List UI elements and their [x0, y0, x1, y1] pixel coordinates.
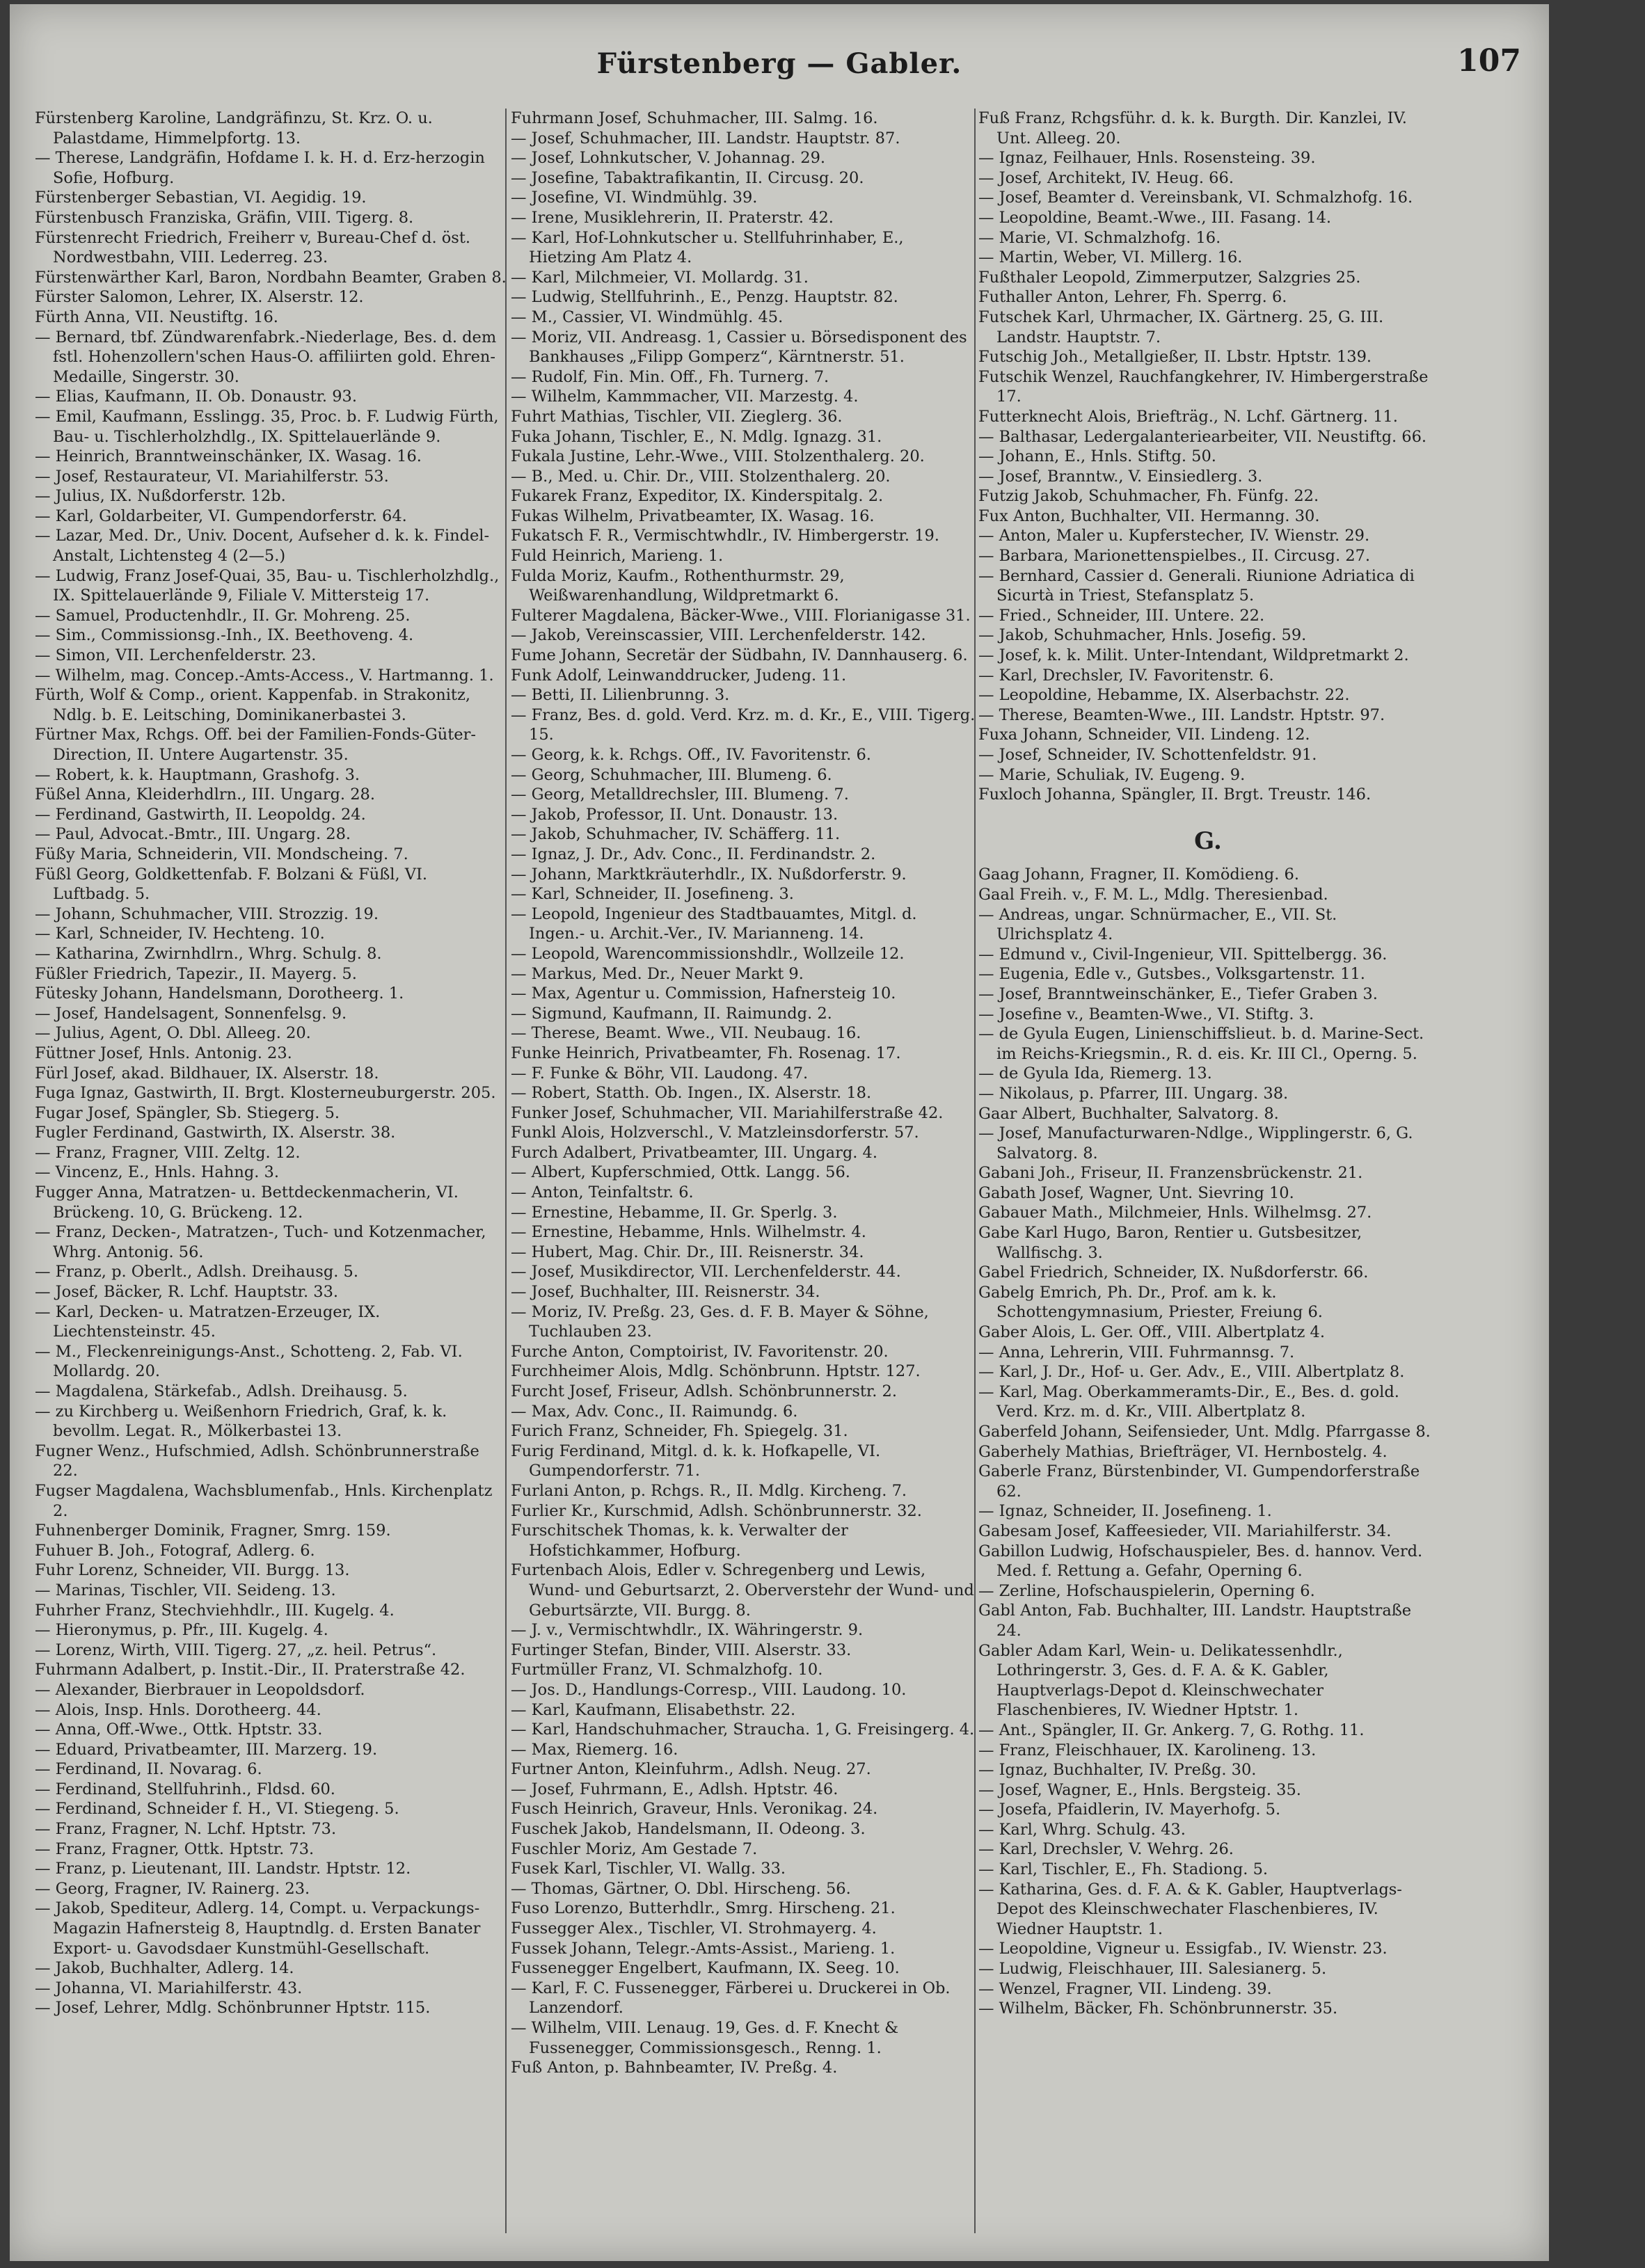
directory-entry: — Betti, II. Lilienbrunng. 3. [511, 686, 730, 705]
directory-entry: — Irene, Musiklehrerin, II. Praterstr. 42. [511, 208, 834, 227]
directory-entry: — Jakob, Spediteur, Adlerg. 14, Compt. u. Verpackungs-Magazin Hafnersteig 8, Hauptndlg. d. Ersten Banater Export- u. Gavodsdaer Kunstmühl-Gesellschaft. [35, 1899, 481, 1958]
directory-entry: — Anna, Lehrerin, VIII. Fuhrmannsg. 7. [978, 1343, 1295, 1361]
directory-entry: — Leopold, Warencommissionshdlr., Wollzeile 12. [511, 944, 905, 963]
directory-entry: — Jakob, Professor, II. Unt. Donaustr. 13. [511, 805, 839, 824]
directory-entry: Gabath Josef, Wagner, Unt. Sievring 10. [978, 1183, 1294, 1202]
directory-entry: Funk Adolf, Leinwanddrucker, Judeng. 11. [511, 666, 847, 685]
directory-entry: — Wenzel, Fragner, VII. Lindeng. 39. [978, 1979, 1272, 1998]
directory-entry: Fugler Ferdinand, Gastwirth, IX. Alserstr. 38. [35, 1124, 396, 1142]
directory-entry: Fukala Justine, Lehr.-Wwe., VIII. Stolzenthalerg. 20. [511, 447, 925, 466]
directory-entry: — Josefine, VI. Windmühlg. 39. [511, 189, 758, 207]
directory-entry: — Karl, F. C. Fussenegger, Färberei u. Druckerei in Ob. Lanzendorf. [511, 1979, 951, 2018]
directory-entry: — Max, Riemerg. 16. [511, 1740, 678, 1759]
directory-entry: — Heinrich, Branntweinschänker, IX. Wasag. 16. [35, 447, 422, 466]
directory-entry: — Bernhard, Cassier d. Generali. Riunione Adriatica di Sicurtà in Triest, Stefansplatz 5. [978, 566, 1415, 605]
directory-entry: — zu Kirchberg u. Weißenhorn Friedrich, Graf, k. k. bevollm. Legat. R., Mölkerbastei 13. [35, 1402, 447, 1441]
directory-entry: Fugger Anna, Matratzen- u. Bettdeckenmacherin, VI. Brückeng. 10, G. Brückeng. 12. [35, 1183, 459, 1222]
directory-entry: Fuß Franz, Rchgsführ. d. k. k. Burgth. Dir. Kanzlei, IV. Unt. Alleeg. 20. [978, 109, 1407, 147]
directory-entry: — Josef, Buchhalter, III. Reisnerstr. 34. [511, 1283, 820, 1302]
directory-entry: Fuka Johann, Tischler, E., N. Mdlg. Ignazg. 31. [511, 427, 882, 446]
directory-entry: — Josef, Bäcker, R. Lchf. Hauptstr. 33. [35, 1283, 339, 1302]
directory-entry: — Ignaz, J. Dr., Adv. Conc., II. Ferdinandstr. 2. [511, 845, 876, 863]
directory-entry: — Alexander, Bierbrauer in Leopoldsdorf. [35, 1680, 365, 1699]
directory-entry: — Therese, Beamten-Wwe., III. Landstr. Hptstr. 97. [978, 705, 1385, 724]
directory-entry: Fürstenwärther Karl, Baron, Nordbahn Beamter, Graben 8. [35, 268, 507, 287]
directory-entry: — Karl, Goldarbeiter, VI. Gumpendorferstr. 64. [35, 506, 407, 525]
directory-entry: — Franz, p. Oberlt., Adlsh. Dreihausg. 5. [35, 1263, 359, 1281]
directory-entry: Furtmüller Franz, VI. Schmalzhofg. 10. [511, 1661, 823, 1679]
directory-entry: Furich Franz, Schneider, Fh. Spiegelg. 31. [511, 1422, 848, 1441]
directory-entry: — Johann, Schuhmacher, VIII. Strozzig. 19. [35, 904, 379, 923]
directory-entry: — Leopoldine, Beamt.-Wwe., III. Fasang. 14. [978, 208, 1332, 227]
directory-entry: Fürstenrecht Friedrich, Freiherr v, Bureau-Chef d. öst. Nordwestbahn, VIII. Lederreg. 23. [35, 228, 471, 267]
directory-entry: — Karl, Tischler, E., Fh. Stadiong. 5. [978, 1860, 1269, 1879]
directory-entry: Fürster Salomon, Lehrer, IX. Alserstr. 12. [35, 288, 364, 307]
directory-entry: — Wilhelm, mag. Concep.-Amts-Access., V. Hartmanng. 1. [35, 666, 494, 685]
column-1 [35, 109, 508, 2244]
directory-entry: — Paul, Advocat.-Bmtr., III. Ungarg. 28. [35, 825, 351, 844]
directory-entry: — Ludwig, Franz Josef-Quai, 35, Bau- u. Tischlerholzhdlg., IX. Spittelauerlände 9, Filiale V. Mittersteig 17. [35, 566, 500, 605]
directory-entry: — Rudolf, Fin. Min. Off., Fh. Turnerg. 7. [511, 367, 829, 386]
directory-entry: Fume Johann, Secretär der Südbahn, IV. Dannhauserg. 6. [511, 646, 968, 665]
directory-entry: Fuhrt Mathias, Tischler, VII. Zieglerg. 36. [511, 407, 843, 426]
directory-entry: Futhaller Anton, Lehrer, Fh. Sperrg. 6. [978, 288, 1287, 307]
directory-entry: — Nikolaus, p. Pfarrer, III. Ungarg. 38. [978, 1084, 1289, 1103]
directory-entry: Fürth, Wolf & Comp., orient. Kappenfab. in Strakonitz, Ndlg. b. E. Leitsching, Dominikanerbastei 3. [35, 686, 470, 724]
directory-entry: — Karl, Schneider, IV. Hechteng. 10. [35, 925, 325, 943]
directory-entry: — Sigmund, Kaufmann, II. Raimundg. 2. [511, 1004, 832, 1023]
directory-entry: — Franz, p. Lieutenant, III. Landstr. Hptstr. 12. [35, 1860, 411, 1878]
directory-entry: — Josef, Manufacturwaren-Ndlge., Wipplingerstr. 6, G. Salvatorg. 8. [978, 1124, 1413, 1163]
directory-entry: Furig Ferdinand, Mitgl. d. k. k. Hofkapelle, VI. Gumpendorferstr. 71. [511, 1442, 881, 1480]
directory-entry: — Georg, Metalldrechsler, III. Blumeng. 7. [511, 785, 849, 804]
directory-entry: — Jakob, Vereinscassier, VIII. Lerchenfelderstr. 142. [511, 626, 926, 645]
directory-entry: Gabl Anton, Fab. Buchhalter, III. Landstr. Hauptstraße 24. [978, 1602, 1412, 1640]
directory-entry: — Karl, Mag. Oberkammeramts-Dir., E., Bes. d. gold. Verd. Krz. m. d. Kr., VIII. Albertplatz 8. [978, 1382, 1399, 1421]
directory-entry: Fuhnenberger Dominik, Fragner, Smrg. 159. [35, 1522, 391, 1540]
directory-entry: Fux Anton, Buchhalter, VII. Hermanng. 30. [978, 506, 1320, 525]
directory-entry: — Ernestine, Hebamme, Hnls. Wilhelmstr. 4. [511, 1223, 866, 1242]
directory-entry: — Ferdinand, Stellfuhrinh., Fldsd. 60. [35, 1780, 335, 1798]
directory-entry: Fuld Heinrich, Marieng. 1. [511, 547, 724, 566]
directory-entry: — Ignaz, Feilhauer, Hnls. Rosensteing. 39. [978, 149, 1316, 168]
directory-entry: Fuhrmann Adalbert, p. Instit.-Dir., II. Praterstraße 42. [35, 1661, 466, 1679]
directory-entry: Fukarek Franz, Expeditor, IX. Kinderspitalg. 2. [511, 487, 884, 506]
directory-entry: — Eugenia, Edle v., Gutsbes., Volksgartenstr. 11. [978, 965, 1365, 984]
directory-entry: Fussek Johann, Telegr.-Amts-Assist., Marieng. 1. [511, 1939, 896, 1958]
directory-entry: Fukatsch F. R., Vermischtwhdlr., IV. Himbergerstr. 19. [511, 527, 939, 545]
directory-entry: Fusek Karl, Tischler, VI. Wallg. 33. [511, 1860, 786, 1878]
directory-entry: Fürtner Max, Rchgs. Off. bei der Familien-Fonds-Güter-Direction, II. Untere Augartenstr. 35. [35, 726, 476, 764]
directory-entry: — Moriz, VII. Andreasg. 1, Cassier u. Börsedisponent des Bankhauses „Filipp Gomperz“, Kärntnerstr. 51. [511, 328, 967, 367]
section-heading: G. [1194, 826, 1222, 855]
directory-entry: Fuhrher Franz, Stechviehhdlr., III. Kugelg. 4. [35, 1601, 395, 1620]
directory-entry: — Josefa, Pfaidlerin, IV. Mayerhofg. 5. [978, 1800, 1281, 1819]
directory-entry: — Lazar, Med. Dr., Univ. Docent, Aufseher d. k. k. Findel-Anstalt, Lichtensteg 4 (2—5.) [35, 527, 490, 566]
directory-entry: — Ferdinand, Schneider f. H., VI. Stiegeng. 5. [35, 1800, 399, 1819]
directory-entry: Gabelg Emrich, Ph. Dr., Prof. am k. k. Schottengymnasium, Priester, Freiung 6. [978, 1283, 1323, 1322]
directory-entry: — Magdalena, Stärkefab., Adlsh. Dreihausg. 5. [35, 1382, 408, 1400]
directory-entry: — Georg, k. k. Rchgs. Off., IV. Favoritenstr. 6. [511, 746, 871, 764]
directory-entry: — Wilhelm, VIII. Lenaug. 19, Ges. d. F. Knecht & Fussenegger, Commissionsgesch., Renng. 1. [511, 2019, 899, 2057]
directory-entry: Füßler Friedrich, Tapezir., II. Mayerg. 5. [35, 964, 357, 983]
directory-entry: — Karl, Milchmeier, VI. Mollardg. 31. [511, 268, 809, 287]
directory-entry: — Sim., Commissionsg.-Inh., IX. Beethoveng. 4. [35, 626, 414, 645]
directory-entry: — Edmund v., Civil-Ingenieur, VII. Spittelbergg. 36. [978, 945, 1388, 964]
directory-entry: — Thomas, Gärtner, O. Dbl. Hirscheng. 56. [511, 1879, 851, 1898]
directory-entry: — Marie, VI. Schmalzhofg. 16. [978, 228, 1221, 247]
directory-entry: Fuhuer B. Joh., Fotograf, Adlerg. 6. [35, 1541, 315, 1560]
directory-entry: Fusch Heinrich, Graveur, Hnls. Veronikag. 24. [511, 1800, 878, 1819]
directory-entry: Furchheimer Alois, Mdlg. Schönbrunn. Hptstr. 127. [511, 1362, 921, 1381]
directory-entry: — Albert, Kupferschmied, Ottk. Langg. 56. [511, 1163, 850, 1182]
directory-entry: — Ignaz, Buchhalter, IV. Preßg. 30. [978, 1761, 1257, 1780]
directory-entry: — Balthasar, Ledergalanteriearbeiter, VII. Neustiftg. 66. [978, 427, 1427, 446]
directory-entry: — Josef, Lehrer, Mdlg. Schönbrunner Hptstr. 115. [35, 1999, 431, 2018]
directory-entry: Funke Heinrich, Privatbeamter, Fh. Rosenag. 17. [511, 1044, 901, 1062]
directory-entry: — Georg, Schuhmacher, III. Blumeng. 6. [511, 765, 832, 784]
directory-entry: — Vincenz, E., Hnls. Hahng. 3. [35, 1163, 279, 1182]
directory-entry: — Leopoldine, Hebamme, IX. Alserbachstr. 22. [978, 686, 1350, 705]
directory-entry: Gabel Friedrich, Schneider, IX. Nußdorferstr. 66. [978, 1263, 1369, 1282]
directory-entry: — Josef, Beamter d. Vereinsbank, VI. Schmalzhofg. 16. [978, 189, 1413, 207]
directory-entry: — Karl, Kaufmann, Elisabethstr. 22. [511, 1700, 796, 1719]
directory-entry: — Franz, Decken-, Matratzen-, Tuch- und Kotzenmacher, Whrg. Antonig. 56. [35, 1223, 486, 1261]
directory-entry: Fuxloch Johanna, Spängler, II. Brgt. Treustr. 146. [978, 785, 1372, 804]
directory-entry: — M., Fleckenreinigungs-Anst., Schotteng. 2, Fab. VI. Mollardg. 20. [35, 1342, 463, 1381]
directory-entry: — Robert, Statth. Ob. Ingen., IX. Alserstr. 18. [511, 1084, 872, 1103]
directory-entry: — Josef, Architekt, IV. Heug. 66. [978, 168, 1234, 187]
directory-entry: Gabauer Math., Milchmeier, Hnls. Wilhelmsg. 27. [978, 1204, 1372, 1222]
directory-entry: — Leopoldine, Vigneur u. Essigfab., IV. Wienstr. 23. [978, 1940, 1388, 1958]
directory-entry: — Moriz, IV. Preßg. 23, Ges. d. F. B. Mayer & Söhne, Tuchlauben 23. [511, 1302, 929, 1341]
directory-entry: Fuga Ignaz, Gastwirth, II. Brgt. Klosterneuburgerstr. 205. [35, 1084, 496, 1103]
directory-entry: Fürth Anna, VII. Neustiftg. 16. [35, 308, 278, 326]
directory-entry: Fürstenberg Karoline, Landgräfinzu, St. Krz. O. u. Palastdame, Himmelpfortg. 13. [35, 109, 433, 147]
directory-entry: Furcht Josef, Friseur, Adlsh. Schönbrunnerstr. 2. [511, 1382, 897, 1400]
directory-entry: Gabesam Josef, Kaffeesieder, VII. Mariahilferstr. 34. [978, 1522, 1392, 1540]
directory-entry: Gabillon Ludwig, Hofschauspieler, Bes. d. hannov. Verd. Med. f. Rettung a. Gefahr, Operning 6. [978, 1542, 1423, 1581]
directory-entry: — Wilhelm, Kammmacher, VII. Marzestg. 4. [511, 388, 859, 406]
directory-entry: — Julius, Agent, O. Dbl. Alleeg. 20. [35, 1024, 311, 1043]
directory-entry: — Josef, Schuhmacher, III. Landstr. Hauptstr. 87. [511, 129, 900, 147]
directory-entry: Furtenbach Alois, Edler v. Schregenberg und Lewis, Wund- und Geburtsarzt, 2. Oberverstehr der Wund- und Geburtsärzte, VII. Burgg. 8. [511, 1561, 974, 1620]
directory-entry: — Andreas, ungar. Schnürmacher, E., VII. St. Ulrichsplatz 4. [978, 905, 1337, 944]
column-2 [511, 109, 976, 2244]
directory-entry: Gaber Alois, L. Ger. Off., VIII. Albertplatz 4. [978, 1323, 1325, 1342]
column-3 [978, 109, 1438, 2244]
directory-entry: Gabe Karl Hugo, Baron, Rentier u. Gutsbesitzer, Wallfischg. 3. [978, 1224, 1362, 1262]
directory-entry: Furlier Kr., Kurschmid, Adlsh. Schönbrunnerstr. 32. [511, 1501, 922, 1520]
directory-entry: Füßy Maria, Schneiderin, VII. Mondscheing. 7. [35, 845, 408, 863]
directory-entry: — Jakob, Schuhmacher, IV. Schäfferg. 11. [511, 825, 841, 844]
directory-entry: Gaberfeld Johann, Seifensieder, Unt. Mdlg. Pfarrgasse 8. [978, 1423, 1431, 1441]
directory-entry: Fürstenberger Sebastian, VI. Aegidig. 19. [35, 189, 367, 207]
directory-entry: — Josef, k. k. Milit. Unter-Intendant, Wildpretmarkt 2. [978, 646, 1409, 665]
directory-entry: Fuschek Jakob, Handelsmann, II. Odeong. 3. [511, 1820, 866, 1839]
directory-entry: — Ferdinand, Gastwirth, II. Leopoldg. 24. [35, 805, 366, 824]
directory-entry: Gabani Joh., Friseur, II. Franzensbrückenstr. 21. [978, 1164, 1363, 1183]
directory-entry: — Franz, Bes. d. gold. Verd. Krz. m. d. Kr., E., VIII. Tigerg. 15. [511, 705, 976, 744]
directory-entry: Furch Adalbert, Privatbeamter, III. Ungarg. 4. [511, 1143, 878, 1162]
directory-entry: Fuxa Johann, Schneider, VII. Lindeng. 12. [978, 726, 1310, 744]
directory-entry: — de Gyula Ida, Riemerg. 13. [978, 1064, 1212, 1083]
directory-entry: — Jakob, Schuhmacher, Hnls. Josefig. 59. [978, 626, 1307, 645]
directory-entry: — Robert, k. k. Hauptmann, Grashofg. 3. [35, 765, 360, 784]
directory-entry: Gaag Johann, Fragner, II. Komödieng. 6. [978, 865, 1299, 884]
directory-entry: — Karl, Handschuhmacher, Straucha. 1, G. Freisingerg. 4. [511, 1720, 975, 1739]
directory-entry: — Martin, Weber, VI. Millerg. 16. [978, 248, 1243, 267]
directory-entry: — M., Cassier, VI. Windmühlg. 45. [511, 308, 784, 326]
directory-entry: — Ferdinand, II. Novarag. 6. [35, 1760, 262, 1779]
directory-entry: Fütesky Johann, Handelsmann, Dorotheerg. 1. [35, 984, 404, 1003]
directory-entry: — Hubert, Mag. Chir. Dr., III. Reisnerstr. 34. [511, 1243, 864, 1261]
directory-entry: — Franz, Fragner, Ottk. Hptstr. 73. [35, 1839, 315, 1858]
directory-entry: — Therese, Landgräfin, Hofdame I. k. H. d. Erz-herzogin Sofie, Hofburg. [35, 149, 485, 187]
directory-entry: — Marinas, Tischler, VII. Seideng. 13. [35, 1581, 336, 1599]
directory-entry: — Josef, Restaurateur, VI. Mariahilferstr. 53. [35, 467, 389, 486]
directory-entry: — Leopold, Ingenieur des Stadtbauamtes, Mitgl. d. Ingen.- u. Archit.-Ver., IV. Marianneng. 14. [511, 904, 917, 943]
directory-entry: — Josef, Branntweinschänker, E., Tiefer Graben 3. [978, 984, 1378, 1003]
directory-entry: Fussenegger Engelbert, Kaufmann, IX. Seeg. 10. [511, 1959, 900, 1978]
directory-entry: Fuschler Moriz, Am Gestade 7. [511, 1839, 758, 1858]
directory-entry: — Franz, Fragner, N. Lchf. Hptstr. 73. [35, 1820, 337, 1839]
directory-entry: — Karl, Drechsler, V. Wehrg. 26. [978, 1840, 1234, 1859]
directory-entry: — Josefine v., Beamten-Wwe., VI. Stiftg. 3. [978, 1005, 1314, 1023]
directory-entry: Gaal Freih. v., F. M. L., Mdlg. Theresienbad. [978, 885, 1328, 904]
directory-entry: Fussegger Alex., Tischler, VI. Strohmayerg. 4. [511, 1919, 877, 1938]
directory-entry: Fulda Moriz, Kaufm., Rothenthurmstr. 29, Weißwarenhandlung, Wildpretmarkt 6. [511, 566, 845, 605]
directory-entry: — Marie, Schuliak, IV. Eugeng. 9. [978, 765, 1246, 784]
directory-entry: — Josef, Fuhrmann, E., Adlsh. Hptstr. 46. [511, 1780, 839, 1798]
directory-entry: — Johann, E., Hnls. Stiftg. 50. [978, 447, 1216, 466]
page-number: 107 [1457, 43, 1521, 79]
directory-entry: Fürstenbusch Franziska, Gräfin, VIII. Tigerg. 8. [35, 208, 414, 227]
directory-entry: — Zerline, Hofschauspielerin, Operning 6. [978, 1581, 1315, 1600]
directory-entry: Furlani Anton, p. Rchgs. R., II. Mdlg. Kircheng. 7. [511, 1481, 907, 1500]
directory-entry: — Josef, Musikdirector, VII. Lerchenfelderstr. 44. [511, 1263, 901, 1281]
directory-entry: Futzig Jakob, Schuhmacher, Fh. Fünfg. 22. [978, 487, 1319, 506]
directory-entry: — Fried., Schneider, III. Untere. 22. [978, 606, 1265, 625]
directory-entry: — Alois, Insp. Hnls. Dorotheerg. 44. [35, 1700, 321, 1719]
directory-entry: Füßel Anna, Kleiderhdlrn., III. Ungarg. 28. [35, 785, 376, 804]
directory-entry: — Katharina, Ges. d. F. A. & K. Gabler, Hauptverlags-Depot des Kleinschwechater Flaschenbieres, IV. Wiedner Hauptstr. 1. [978, 1880, 1402, 1938]
directory-entry: — Johanna, VI. Mariahilferstr. 43. [35, 1979, 303, 1997]
directory-entry: — Karl, Drechsler, IV. Favoritenstr. 6. [978, 666, 1274, 685]
directory-entry: — Markus, Med. Dr., Neuer Markt 9. [511, 964, 804, 983]
directory-entry: — Karl, Decken- u. Matratzen-Erzeuger, IX. Liechtensteinstr. 45. [35, 1302, 381, 1341]
directory-entry: — Franz, Fragner, VIII. Zeltg. 12. [35, 1143, 301, 1162]
directory-entry: Fukas Wilhelm, Privatbeamter, IX. Wasag. 16. [511, 506, 875, 525]
directory-entry: — Karl, Hof-Lohnkutscher u. Stellfuhrinhaber, E., Hietzing Am Platz 4. [511, 228, 904, 267]
directory-entry: Futschig Joh., Metallgießer, II. Lbstr. Hptstr. 139. [978, 348, 1372, 367]
directory-entry: — Josef, Lohnkutscher, V. Johannag. 29. [511, 149, 826, 168]
directory-entry: — Simon, VII. Lerchenfelderstr. 23. [35, 646, 317, 665]
directory-entry: Funkl Alois, Holzverschl., V. Matzleinsdorferstr. 57. [511, 1124, 919, 1142]
directory-entry: — Barbara, Marionettenspielbes., II. Circusg. 27. [978, 547, 1371, 566]
directory-entry: — Katharina, Zwirnhdlrn., Whrg. Schulg. 8. [35, 944, 382, 963]
directory-entry: — Bernard, tbf. Zündwarenfabrk.-Niederlage, Bes. d. dem fstl. Hohenzollern'schen Haus-O. affiliirten gold. Ehren-Medaille, Singerstr. 30. [35, 328, 497, 386]
directory-entry: Funker Josef, Schuhmacher, VII. Mariahilferstraße 42. [511, 1103, 944, 1122]
directory-entry: Füttner Josef, Hnls. Antonig. 23. [35, 1044, 292, 1062]
directory-entry: Futschik Wenzel, Rauchfangkehrer, IV. Himbergerstraße 17. [978, 367, 1429, 406]
directory-entry: — de Gyula Eugen, Linienschiffslieut. b. d. Marine-Sect. im Reichs-Kriegsmin., R. d. eis. Kr. III Cl., Operng. 5. [978, 1025, 1424, 1063]
directory-entry: — Karl, Whrg. Schulg. 43. [978, 1820, 1186, 1839]
directory-entry: — J. v., Vermischtwhdlr., IX. Währingerstr. 9. [511, 1621, 864, 1640]
directory-entry: — Josef, Branntw., V. Einsiedlerg. 3. [978, 467, 1263, 486]
directory-entry: Furschitschek Thomas, k. k. Verwalter der Hofstichkammer, Hofburg. [511, 1522, 848, 1560]
directory-entry: Gabler Adam Karl, Wein- u. Delikatessenhdlr., Lothringerstr. 3, Ges. d. F. A. & K. Gabler, Hauptverlags-Depot d. Kleinschwechater Flaschenbieres, IV. Wiedner Hptstr. 1. [978, 1641, 1343, 1720]
directory-entry: Fugser Magdalena, Wachsblumenfab., Hnls. Kirchenplatz 2. [35, 1481, 493, 1520]
directory-entry: — Franz, Fleischhauer, IX. Karolineng. 13. [978, 1741, 1317, 1759]
directory-entry: — Anton, Maler u. Kupferstecher, IV. Wienstr. 29. [978, 527, 1370, 545]
directory-entry: Furche Anton, Comptoirist, IV. Favoritenstr. 20. [511, 1342, 889, 1361]
directory-entry: — Max, Adv. Conc., II. Raimundg. 6. [511, 1402, 798, 1421]
directory-entry: Fußthaler Leopold, Zimmerputzer, Salzgries 25. [978, 268, 1361, 287]
directory-entry: — Karl, J. Dr., Hof- u. Ger. Adv., E., VIII. Albertplatz 8. [978, 1363, 1405, 1382]
directory-entry: — B., Med. u. Chir. Dr., VIII. Stolzenthalerg. 20. [511, 467, 891, 486]
page-header: Fürstenberg — Gabler. [596, 47, 962, 80]
directory-entry: Gaberhely Mathias, Briefträger, VI. Hernbostelg. 4. [978, 1442, 1388, 1461]
directory-entry: — Anton, Teinfaltstr. 6. [511, 1183, 694, 1202]
directory-entry: Gaberle Franz, Bürstenbinder, VI. Gumpendorferstraße 62. [978, 1462, 1420, 1501]
directory-entry: Fuso Lorenzo, Butterhdlr., Smrg. Hirscheng. 21. [511, 1899, 896, 1918]
directory-entry: Fuhr Lorenz, Schneider, VII. Burgg. 13. [35, 1561, 350, 1580]
directory-entry: — Ernestine, Hebamme, II. Gr. Sperlg. 3. [511, 1203, 838, 1222]
directory-entry: Fuhrmann Josef, Schuhmacher, III. Salmg. 16. [511, 109, 878, 127]
directory-entry: — Ludwig, Stellfuhrinh., E., Penzg. Hauptstr. 82. [511, 288, 898, 307]
directory-entry: Futterknecht Alois, Briefträg., N. Lchf. Gärtnerg. 11. [978, 407, 1398, 426]
directory-entry: — Elias, Kaufmann, II. Ob. Donaustr. 93. [35, 388, 357, 406]
directory-entry: Fürl Josef, akad. Bildhauer, IX. Alserstr. 18. [35, 1064, 379, 1083]
directory-entry: Fugar Josef, Spängler, Sb. Stiegerg. 5. [35, 1103, 340, 1122]
directory-entry: — Ignaz, Schneider, II. Josefineng. 1. [978, 1502, 1272, 1521]
directory-entry: — Josef, Schneider, IV. Schottenfeldstr. 91. [978, 746, 1317, 764]
directory-entry: — Georg, Fragner, IV. Rainerg. 23. [35, 1879, 310, 1898]
directory-entry: — Eduard, Privatbeamter, III. Marzerg. 19. [35, 1740, 378, 1759]
directory-entry: — Hieronymus, p. Pfr., III. Kugelg. 4. [35, 1621, 328, 1640]
directory-page [10, 4, 1549, 2261]
directory-entry: — Julius, IX. Nußdorferstr. 12b. [35, 487, 286, 506]
directory-entry: — Max, Agentur u. Commission, Hafnersteig 10. [511, 984, 896, 1003]
directory-entry: — Karl, Schneider, II. Josefineng. 3. [511, 885, 794, 904]
directory-entry: — Josef, Handelsagent, Sonnenfelsg. 9. [35, 1004, 347, 1023]
directory-entry: — Samuel, Productenhdlr., II. Gr. Mohreng. 25. [35, 606, 411, 625]
directory-entry: — Therese, Beamt. Wwe., VII. Neubaug. 16. [511, 1024, 861, 1043]
directory-entry: — Jos. D., Handlungs-Corresp., VIII. Laudong. 10. [511, 1680, 907, 1699]
directory-entry: Gaar Albert, Buchhalter, Salvatorg. 8. [978, 1104, 1279, 1123]
directory-entry: Fuß Anton, p. Bahnbeamter, IV. Preßg. 4. [511, 2059, 838, 2077]
directory-entry: — Emil, Kaufmann, Esslingg. 35, Proc. b. F. Ludwig Fürth, Bau- u. Tischlerholzhdlg., IX. Spittelauerlände 9. [35, 407, 499, 446]
directory-entry: Furtner Anton, Kleinfuhrm., Adlsh. Neug. 27. [511, 1760, 871, 1779]
directory-entry: — Wilhelm, Bäcker, Fh. Schönbrunnerstr. 35. [978, 1999, 1338, 2018]
directory-entry: — Josefine, Tabaktrafikantin, II. Circusg. 20. [511, 168, 864, 187]
directory-entry: — Ludwig, Fleischhauer, III. Salesianerg. 5. [978, 1960, 1327, 1979]
directory-entry: — Anna, Off.-Wwe., Ottk. Hptstr. 33. [35, 1720, 323, 1739]
directory-entry: — Josef, Wagner, E., Hnls. Bergsteig. 35. [978, 1780, 1301, 1799]
directory-entry: Fulterer Magdalena, Bäcker-Wwe., VIII. Florianigasse 31. [511, 606, 971, 625]
directory-entry: — F. Funke & Böhr, VII. Laudong. 47. [511, 1064, 809, 1083]
directory-entry: Furtinger Stefan, Binder, VIII. Alserstr. 33. [511, 1640, 852, 1659]
directory-entry: — Jakob, Buchhalter, Adlerg. 14. [35, 1959, 294, 1978]
directory-entry: — Ant., Spängler, II. Gr. Ankerg. 7, G. Rothg. 11. [978, 1720, 1365, 1739]
directory-entry: Futschek Karl, Uhrmacher, IX. Gärtnerg. 25, G. III. Landstr. Hauptstr. 7. [978, 308, 1384, 346]
directory-entry: — Lorenz, Wirth, VIII. Tigerg. 27, „z. heil. Petrus“. [35, 1640, 437, 1659]
directory-entry: Fugner Wenz., Hufschmied, Adlsh. Schönbrunnerstraße 22. [35, 1442, 479, 1480]
directory-entry: Füßl Georg, Goldkettenfab. F. Bolzani & Füßl, VI. Luftbadg. 5. [35, 865, 428, 904]
directory-entry: — Johann, Marktkräuterhdlr., IX. Nußdorferstr. 9. [511, 865, 907, 884]
